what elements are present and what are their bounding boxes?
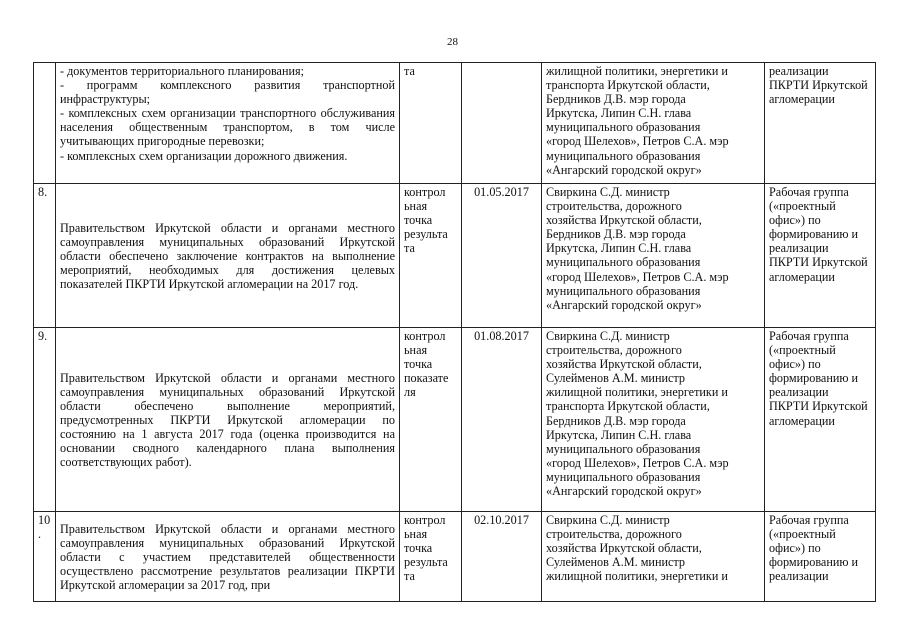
milestone-type-text: ьная <box>404 199 428 214</box>
responsible-text: Иркутска, Липин С.Н. глава <box>546 241 692 256</box>
working-group-text: агломерации <box>769 92 835 107</box>
milestone-type-text: ьная <box>404 527 428 542</box>
responsible-text: жилищной политики, энергетики и <box>546 64 728 78</box>
table-row <box>34 328 876 512</box>
milestone-type-cell <box>400 63 462 184</box>
due-date: 01.05.2017 <box>474 185 529 199</box>
working-group-cell <box>765 63 876 184</box>
date-cell <box>462 512 542 602</box>
milestone-type-text: та <box>404 241 415 256</box>
due-date: 02.10.2017 <box>474 513 529 527</box>
milestone-type-text: точка <box>404 541 433 556</box>
responsible-text: Иркутска, Липин С.Н. глава <box>546 106 692 121</box>
responsible-text: Иркутска, Липин С.Н. глава <box>546 427 692 442</box>
working-group-text: Рабочая группа <box>769 513 849 527</box>
milestone-type-text: контрол <box>404 513 446 527</box>
row-number-cell <box>34 63 56 184</box>
working-group-text: реализации <box>769 241 829 256</box>
description-text: Правительством Иркутской области и органами местного самоуправления муниципальных образований Иркутской области обеспечено выполнение мероприятий, предусмотренных ПКРТИ Иркутской агломерации по состоянию на 1 августа 2017 года (оценка производится на основании сводного календарного плана выполнения соответствующих работ). <box>60 370 395 470</box>
responsible-text: Бердников Д.В. мэр города <box>546 92 686 107</box>
working-group-text: реализации <box>769 385 829 400</box>
responsible-text: строительства, дорожного <box>546 343 682 358</box>
working-group-text: ПКРТИ Иркутской <box>769 399 868 414</box>
milestone-type-text: показате <box>404 371 449 386</box>
description-cell <box>56 184 400 328</box>
responsible-cell <box>542 184 765 328</box>
working-group-text: реализации <box>769 569 829 584</box>
responsible-text: Свиркина С.Д. министр <box>546 185 670 199</box>
responsible-text: Бердников Д.В. мэр города <box>546 413 686 428</box>
responsible-text: «Ангарский городской округ» <box>546 297 702 312</box>
responsible-text: Сулейменов А.М. министр <box>546 371 685 386</box>
responsible-cell <box>542 328 765 512</box>
milestone-type-text: ьная <box>404 343 428 358</box>
milestone-type-text: контрол <box>404 185 446 199</box>
milestone-type-text: точка <box>404 357 433 372</box>
responsible-text: хозяйства Иркутской области, <box>546 541 702 556</box>
table-row <box>34 63 876 184</box>
responsible-text: муниципального образования <box>546 255 701 270</box>
date-cell <box>462 184 542 328</box>
row-number-cell <box>34 512 56 602</box>
working-group-text: реализации <box>769 64 829 78</box>
responsible-text: Свиркина С.Д. министр <box>546 513 670 527</box>
row-number-cell <box>34 184 56 328</box>
responsible-cell <box>542 63 765 184</box>
working-group-text: ПКРТИ Иркутской <box>769 255 868 270</box>
working-group-text: («проектный <box>769 199 836 214</box>
responsible-text: жилищной политики, энергетики и <box>546 569 728 584</box>
working-group-text: агломерации <box>769 269 835 284</box>
milestone-type-text: результа <box>404 555 448 570</box>
responsible-text: муниципального образования <box>546 469 701 484</box>
milestone-type-text: та <box>404 569 415 584</box>
milestone-type-text: та <box>404 64 415 78</box>
due-date: 01.08.2017 <box>474 329 529 343</box>
responsible-text: Бердников Д.В. мэр города <box>546 227 686 242</box>
working-group-text: («проектный <box>769 527 836 542</box>
milestone-type-text: результа <box>404 227 448 242</box>
milestone-type-cell <box>400 184 462 328</box>
description-text: - комплексных схем организации дорожного движения. <box>60 148 348 163</box>
working-group-text: Рабочая группа <box>769 185 849 199</box>
responsible-text: строительства, дорожного <box>546 527 682 542</box>
description-text: - комплексных схем организации транспортного обслуживания населения общественным транспортом, в том числе учитывающих пригородные перевозки; <box>60 106 395 149</box>
description-text: - программ комплексного развития транспортной инфраструктуры; <box>60 78 395 107</box>
date-cell <box>462 63 542 184</box>
description-cell <box>56 328 400 512</box>
description-cell <box>56 63 400 184</box>
working-group-text: («проектный <box>769 343 836 358</box>
working-group-text: Рабочая группа <box>769 329 849 343</box>
responsible-text: «Ангарский городской округ» <box>546 162 702 177</box>
row-number-cell <box>34 328 56 512</box>
responsible-text: муниципального образования <box>546 283 701 298</box>
milestone-type-text: ля <box>404 385 416 400</box>
description-text: - документов территориального планирования; <box>60 64 304 78</box>
working-group-text: офис») по <box>769 541 821 556</box>
working-group-cell <box>765 184 876 328</box>
responsible-cell <box>542 512 765 602</box>
working-group-text: офис») по <box>769 357 821 372</box>
milestone-type-text: точка <box>404 213 433 228</box>
row-number: 8. <box>38 185 48 199</box>
working-group-text: агломерации <box>769 413 835 428</box>
responsible-text: «Ангарский городской округ» <box>546 484 702 499</box>
responsible-text: муниципального образования <box>546 441 701 456</box>
milestone-type-cell <box>400 512 462 602</box>
working-group-cell <box>765 328 876 512</box>
page-number: 28 <box>447 36 458 48</box>
responsible-text: Сулейменов А.М. министр <box>546 555 685 570</box>
table-row <box>34 184 876 328</box>
responsible-text: транспорта Иркутской области, <box>546 399 710 414</box>
description-cell <box>56 512 400 602</box>
milestone-type-cell <box>400 328 462 512</box>
plan-table-body <box>34 63 876 602</box>
table-row <box>34 512 876 602</box>
responsible-text: хозяйства Иркутской области, <box>546 357 702 372</box>
responsible-text: «город Шелехов», Петров С.А. мэр <box>546 134 729 149</box>
responsible-text: «город Шелехов», Петров С.А. мэр <box>546 455 729 470</box>
date-cell <box>462 328 542 512</box>
working-group-text: ПКРТИ Иркутской <box>769 78 868 93</box>
responsible-text: хозяйства Иркутской области, <box>546 213 702 228</box>
row-number: 10. <box>38 513 51 542</box>
responsible-text: жилищной политики, энергетики и <box>546 385 728 400</box>
row-number: 9. <box>38 329 48 343</box>
responsible-text: строительства, дорожного <box>546 199 682 214</box>
responsible-text: транспорта Иркутской области, <box>546 78 710 93</box>
working-group-text: формированию и <box>769 371 859 386</box>
working-group-text: формированию и <box>769 227 859 242</box>
description-text: Правительством Иркутской области и органами местного самоуправления муниципальных образований Иркутской области обеспечено заключение контрактов на выполнение мероприятий, необходимых для достижения целевых показателей ПКРТИ Иркутской агломерации на 2017 год. <box>60 220 395 292</box>
working-group-text: офис») по <box>769 213 821 228</box>
working-group-cell <box>765 512 876 602</box>
responsible-text: муниципального образования <box>546 148 701 163</box>
responsible-text: Свиркина С.Д. министр <box>546 329 670 343</box>
milestone-type-text: контрол <box>404 329 446 343</box>
responsible-text: муниципального образования <box>546 120 701 135</box>
description-text: Правительством Иркутской области и органами местного самоуправления муниципальных образований Иркутской области с участием представителей общественности осуществлено рассмотрение результатов реализации ПКРТИ Иркутской агломерации за 2017 год, при <box>60 521 395 593</box>
plan-table <box>33 62 876 602</box>
working-group-text: формированию и <box>769 555 859 570</box>
responsible-text: «город Шелехов», Петров С.А. мэр <box>546 269 729 284</box>
